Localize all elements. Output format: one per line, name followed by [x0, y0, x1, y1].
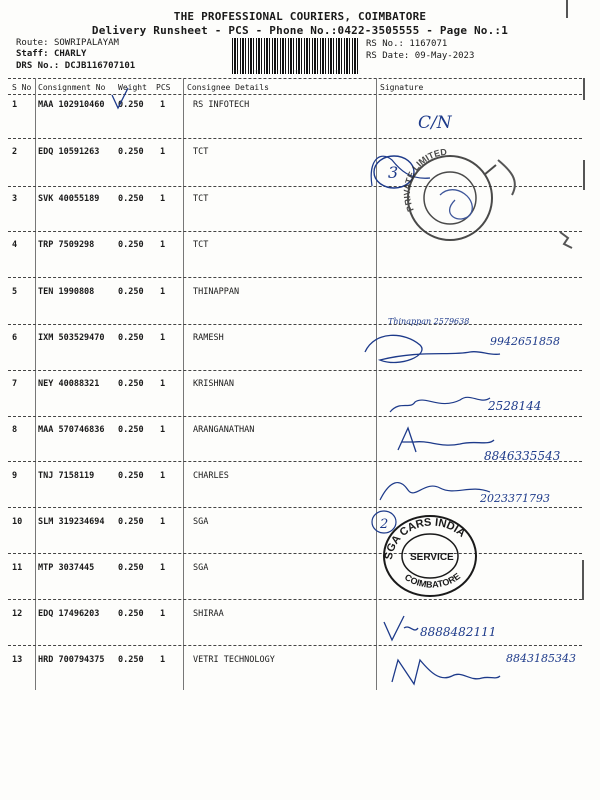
cell-sno: 2 — [12, 147, 18, 157]
cell-consignment: TNJ 7158119 — [38, 471, 95, 481]
stamp-text: PRIVATE LIMITED — [401, 146, 448, 214]
col-header-weight: Weight — [118, 83, 147, 92]
cell-consignment: MAA 102910460 — [38, 100, 105, 110]
cell-consignee: SGA — [193, 563, 209, 573]
cell-consignment: IXM 503529470 — [38, 333, 105, 343]
cell-consignee: RS INFOTECH — [193, 100, 250, 110]
cell-consignment: SVK 40055189 — [38, 194, 100, 204]
cell-pcs: 1 — [160, 333, 166, 343]
cell-weight: 0.250 — [118, 655, 144, 665]
rs-no-label: RS No.: — [366, 39, 404, 49]
cell-sno: 5 — [12, 287, 18, 297]
rs-date-label: RS Date: — [366, 51, 410, 61]
stamp-text: SERVICE — [410, 552, 454, 563]
cell-weight: 0.250 — [118, 609, 144, 619]
cell-consignee: RAMESH — [193, 333, 224, 343]
cell-sno: 11 — [12, 563, 23, 573]
cell-consignment: MAA 570746836 — [38, 425, 105, 435]
cell-consignee: TCT — [193, 147, 209, 157]
cell-sno: 12 — [12, 609, 23, 619]
svg-text:COIMBATORE — [403, 571, 462, 590]
handwritten-phone: 2528144 — [488, 399, 542, 413]
cell-consignee: ARANGANATHAN — [193, 425, 255, 435]
cell-consignee: SGA — [193, 517, 209, 527]
cell-weight: 0.250 — [118, 287, 144, 297]
cell-consignee: CHARLES — [193, 471, 229, 481]
cell-consignment: TEN 1990808 — [38, 287, 95, 297]
handwritten-phone: 9942651858 — [490, 335, 560, 348]
cell-pcs: 1 — [160, 194, 166, 204]
cell-weight: 0.250 — [118, 471, 144, 481]
cell-sno: 4 — [12, 240, 18, 250]
cell-sno: 8 — [12, 425, 18, 435]
company-stamp — [402, 147, 496, 240]
cell-sno: 1 — [12, 100, 18, 110]
cell-weight: 0.250 — [118, 100, 144, 110]
cell-weight: 0.250 — [118, 194, 144, 204]
col-header-consignee: Consignee Details — [187, 83, 269, 92]
signature-row7 — [390, 397, 490, 412]
cell-consignee: KRISHNAN — [193, 379, 234, 389]
cell-pcs: 1 — [160, 147, 166, 157]
cell-pcs: 1 — [160, 655, 166, 665]
cell-pcs: 1 — [160, 240, 166, 250]
route-label: Route: — [16, 38, 49, 48]
cell-sno: 9 — [12, 471, 18, 481]
staff-value: CHARLY — [53, 49, 87, 59]
cell-consignee: SHIRAA — [193, 609, 224, 619]
cell-consignee: THINAPPAN — [193, 287, 240, 297]
rs-date-value: 09-May-2023 — [414, 51, 475, 61]
cell-pcs: 1 — [160, 471, 166, 481]
cell-consignment: MTP 3037445 — [38, 563, 95, 573]
handwritten-phone: 8843185343 — [506, 652, 576, 665]
signature-row12 — [384, 616, 418, 640]
handwritten-phone: 8846335543 — [484, 449, 561, 463]
cell-weight: 0.250 — [118, 147, 144, 157]
col-header-sno: S No — [12, 83, 32, 92]
company-title: THE PROFESSIONAL COURIERS, COIMBATORE — [173, 10, 427, 23]
svg-text:3: 3 — [388, 163, 399, 182]
handwritten-cn: C/N — [418, 113, 452, 133]
cell-weight: 0.250 — [118, 240, 144, 250]
handwritten-note: Thinappan 2579638 — [388, 317, 470, 326]
cell-pcs: 1 — [160, 379, 166, 389]
route-value: SOWRIPALAYAM — [53, 38, 119, 48]
runsheet-title: Delivery Runsheet - PCS - Phone No.:0422-3505555 - Page No.:1 — [91, 24, 509, 37]
cell-sno: 7 — [12, 379, 18, 389]
cell-pcs: 1 — [160, 287, 166, 297]
handwritten-phone: 2023371793 — [480, 492, 550, 505]
stamp-text: COIMBATORE — [402, 571, 463, 590]
svg-text:2: 2 — [380, 517, 389, 532]
cell-sno: 13 — [12, 655, 23, 665]
cell-weight: 0.250 — [118, 333, 144, 343]
cell-consignment: NEY 40088321 — [38, 379, 100, 389]
cell-consignee: TCT — [193, 240, 209, 250]
stamp-text: SGA CARS INDIA — [382, 516, 468, 561]
cell-consignee: VETRI TECHNOLOGY — [193, 655, 275, 665]
signature-row9 — [380, 483, 490, 500]
stamp-smudge — [498, 160, 515, 195]
cell-sno: 6 — [12, 333, 18, 343]
stamp-smudge — [560, 232, 572, 248]
cell-consignment: HRD 700794375 — [38, 655, 105, 665]
signature-row6 — [365, 335, 500, 362]
col-header-pcs: PCS — [156, 83, 171, 92]
cell-pcs: 1 — [160, 100, 166, 110]
tick-mark — [112, 88, 128, 108]
cell-sno: 3 — [12, 194, 18, 204]
signature-row8 — [398, 428, 494, 452]
col-header-consignment: Consignment No — [38, 83, 106, 92]
col-header-signature: Signature — [380, 83, 424, 92]
drs-label: DRS No.: — [16, 61, 60, 71]
cell-consignment: EDQ 17496203 — [38, 609, 100, 619]
cell-pcs: 1 — [160, 425, 166, 435]
cell-weight: 0.250 — [118, 517, 144, 527]
cell-consignment: TRP 7509298 — [38, 240, 95, 250]
cell-consignment: SLM 319234694 — [38, 517, 105, 527]
cell-pcs: 1 — [160, 563, 166, 573]
rs-no-value: 1167071 — [409, 39, 448, 49]
handwritten-phone: 8888482111 — [420, 625, 497, 639]
cell-sno: 10 — [12, 517, 23, 527]
signature-row13 — [392, 660, 500, 684]
cell-pcs: 1 — [160, 609, 166, 619]
cell-consignee: TCT — [193, 194, 209, 204]
cell-weight: 0.250 — [118, 563, 144, 573]
staff-label: Staff: — [16, 49, 49, 59]
cell-weight: 0.250 — [118, 425, 144, 435]
cell-weight: 0.250 — [118, 379, 144, 389]
sga-stamp — [372, 511, 476, 596]
cell-pcs: 1 — [160, 517, 166, 527]
drs-value: DCJB116707101 — [64, 61, 136, 71]
cell-consignment: EDQ 10591263 — [38, 147, 100, 157]
